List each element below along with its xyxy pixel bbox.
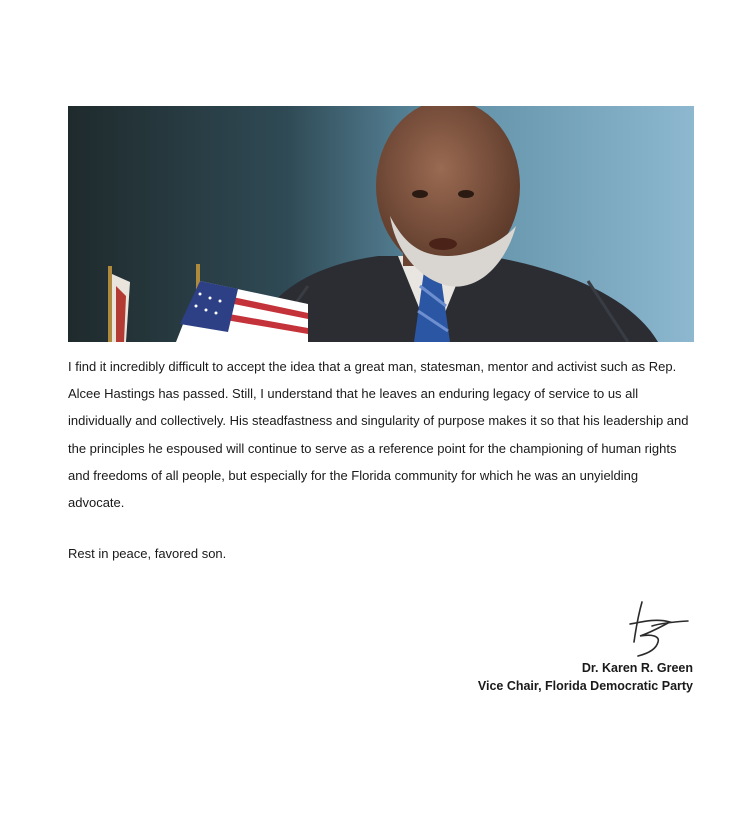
header-photo	[68, 106, 694, 342]
signatory-title: Vice Chair, Florida Democratic Party	[477, 679, 693, 693]
portrait-photo-icon	[68, 106, 694, 342]
letter-body: I find it incredibly difficult to accept the idea that a great man, statesman, mentor and activist such as Rep. Alcee Hastings has passed. Still, I understand that he leaves an enduring legacy of service to us all individually and collectively. His steadfastness and singularity of purpose makes it so that his leadership and the principles he espoused will continue to serve as a reference point for the championing of human rights and freedoms of all people, but especially for the Florida community for which he was an unyielding advocate.	[68, 359, 689, 511]
signature-icon	[612, 596, 698, 660]
letter-closing: Rest in peace, favored son.	[68, 546, 227, 561]
signatory-name: Dr. Karen R. Green	[581, 661, 693, 675]
